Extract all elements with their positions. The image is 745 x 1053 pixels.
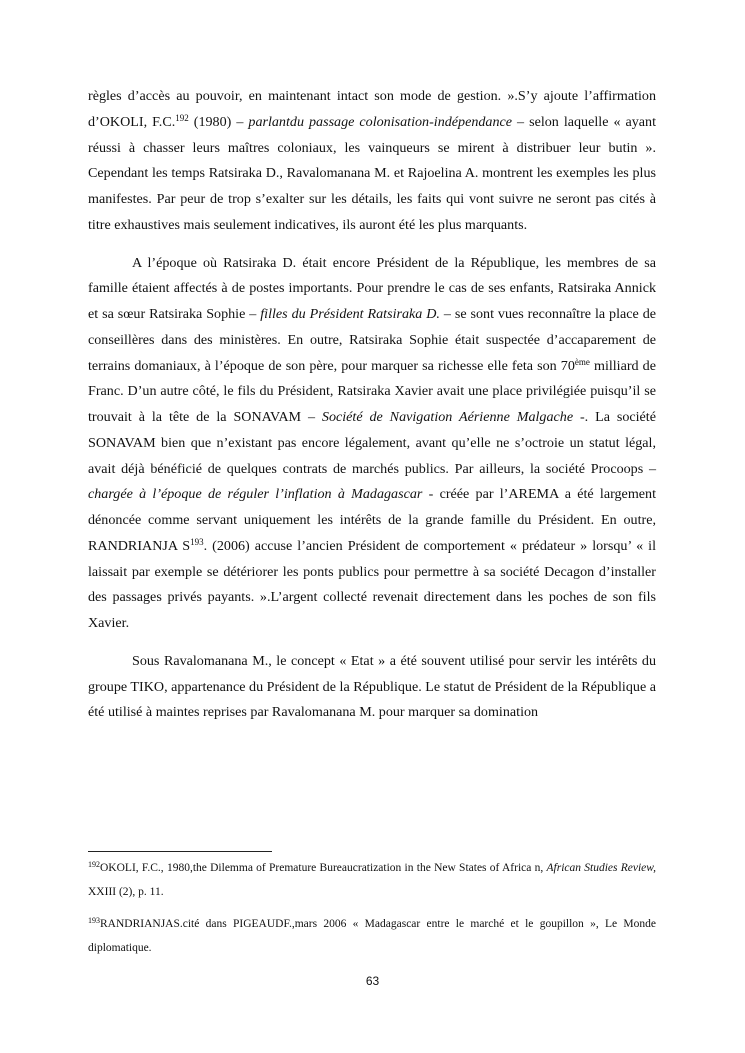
footnote-192 — [88, 856, 656, 904]
text-run: créée par l’AREMA a été largement dénoncée comme servant uniquement les intérêts de la grande famille du Président. En outre, RANDRIANJA S — [88, 486, 656, 554]
italic-text: filles du Président Ratsiraka D. — [260, 306, 440, 322]
text-run: – se sont vues reconnaître la place de conseillères dans des ministères. En outre, Ratsiraka Sophie était suspectée d’accaparement de terrains domaniaux, à l’époque de son père, pour marquer sa richesse elle feta son 70 — [88, 306, 656, 374]
italic-text: African Studies Review, — [546, 862, 656, 874]
text-run: . La société SONAVAM bien que n’existant pas encore légalement, avant qu’elle ne s’octroie un statut légal, avait déjà bénéficié de quelques contrats de marchés publics. Par ailleurs, la société Procoops – — [88, 409, 656, 477]
text-run: – selon laquelle « ayant réussi à chasser leurs maîtres coloniaux, les vainqueurs se mirent à distribuer leur butin ». Cependant les temps Ratsiraka D., Ravalomanana M. et Rajoelina A. montrent les exemples les plus manifestes. Par peur de trop s’exalter sur les détails, les faits qui vont suivre ne seront pas cités à titre exhaustives mais seulement indicatives, ils auront été les plus marquants. — [88, 113, 657, 233]
text-run: XXIII (2), p. 11. — [88, 886, 164, 898]
footnote-ref: 192 — [88, 860, 100, 869]
text-run: milliard de Franc. D’un autre côté, le fils du Président, Ratsiraka Xavier avait une place privilégiée puisqu’il se trouvait à la tête de la SONAVAM – — [88, 357, 656, 425]
page-number: 63 — [365, 974, 380, 988]
footnote-193 — [88, 912, 656, 960]
paragraph-3 — [88, 649, 656, 726]
footnote-separator — [88, 851, 272, 852]
footnote-ref: 192 — [175, 112, 189, 123]
text-run: . (2006) accuse l’ancien Président de comportement « prédateur » lorsqu’ « il laissait par exemple se détériorer les ponts publics pour permettre à sa société Decagon d’installer des passages privés payants. ».L’argent collecté revenait directement dans les poches de son fils Xavier. — [88, 537, 656, 631]
text-run: Sous Ravalomanana M., le concept « Etat » a été souvent utilisé pour servir les intérêts du groupe TIKO, appartenance du Président de la République. Le statut de Président de la République a été utilisé à maintes reprises par Ravalomanana M. pour marquer sa domination — [88, 652, 656, 721]
text-run: (1980) – — [188, 113, 249, 130]
text-run: OKOLI, F.C., 1980,the Dilemma of Premature Bureaucratization in the New States of Africa n, — [100, 862, 547, 874]
footnote-ref: ème — [574, 356, 590, 367]
text-run: A l’époque où Ratsiraka D. était encore Président de la République, les membres de sa famille étaient affectés à de postes importants. Pour prendre le cas de ses enfants, Ratsiraka Annick et sa sœur Ratsiraka Sophie – — [88, 254, 656, 322]
paragraph-1 — [88, 84, 656, 239]
italic-text: chargée à l’époque de réguler l’inflation à Madagascar - — [88, 486, 434, 503]
footnotes — [88, 856, 656, 960]
italic-text: parlantdu passage colonisation-indépendance — [248, 113, 513, 130]
text-run: RANDRIANJAS.cité dans PIGEAUDF.,mars 2006 « Madagascar entre le marché et le goupillon », Le Monde diplomatique. — [88, 918, 656, 954]
italic-text: Société de Navigation Aérienne Malgache - — [321, 409, 585, 425]
footnote-ref: 193 — [88, 916, 100, 925]
paragraph-2 — [88, 251, 656, 637]
text-run: règles d’accès au pouvoir, en maintenant intact son mode de gestion. ».S’y ajoute l’affirmation d’OKOLI, F.C. — [88, 88, 656, 130]
body-text — [88, 84, 656, 726]
footnote-ref: 193 — [190, 536, 204, 547]
